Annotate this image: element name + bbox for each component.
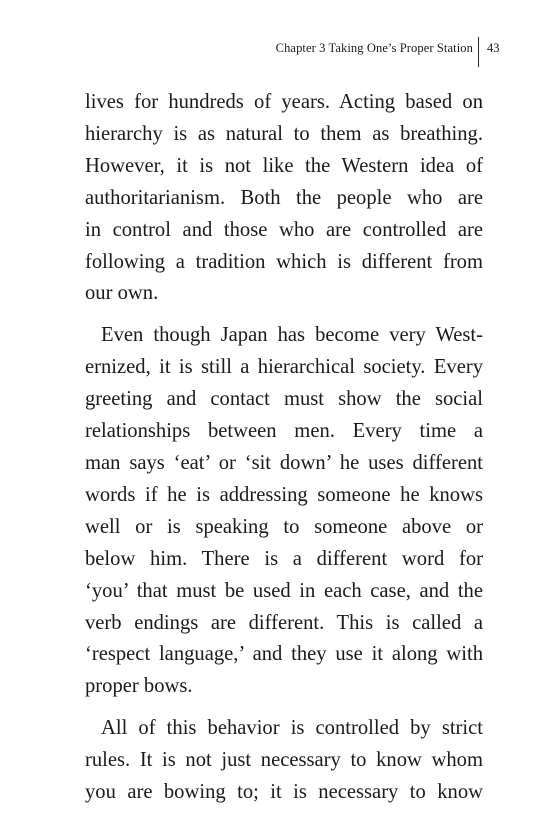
header-divider [478,37,479,67]
page-number: 43 [487,41,500,55]
paragraph [85,713,483,809]
text-line: Even though Japan has become very West- [101,324,483,347]
text-line: words if he is addressing someone he knows [85,483,483,506]
running-title: Chapter 3 Taking One’s Proper Station [275,41,473,55]
text-line: you are bowing to; it is necessary to know [85,781,483,804]
text-line: greeting and contact must show the social [85,388,483,411]
text-line: our own. [85,282,159,305]
text-line: ‘you’ that must be used in each case, and the [85,579,483,602]
text-line: However, it is not like the Western idea of [85,154,483,177]
text-line: ‘respect language,’ and they use it along with [85,643,483,666]
text-line: verb endings are different. This is called a [85,611,483,634]
text-line: hierarchy is as natural to them as breathing. [85,122,483,145]
text-line: All of this behavior is controlled by strict [101,717,483,740]
text-line: relationships between men. Every time a [85,420,483,443]
text-line: man says ‘eat’ or ‘sit down’ he uses different [85,451,483,474]
running-head [0,37,553,67]
text-line: authoritarianism. Both the people who are [85,186,483,209]
text-line: following a tradition which is different from [85,250,483,273]
text-line: rules. It is not just necessary to know whom [85,749,483,772]
text-line: below him. There is a different word for [85,547,483,570]
paragraph [85,87,483,310]
text-line: proper bows. [85,675,193,698]
text-line: ernized, it is still a hierarchical society. Every [85,356,483,379]
paragraph [85,320,483,703]
text-line: in control and those who are controlled are [85,218,483,241]
text-line: well or is speaking to someone above or [85,515,483,538]
text-line: lives for hundreds of years. Acting based on [85,91,483,113]
body-text [85,87,483,819]
